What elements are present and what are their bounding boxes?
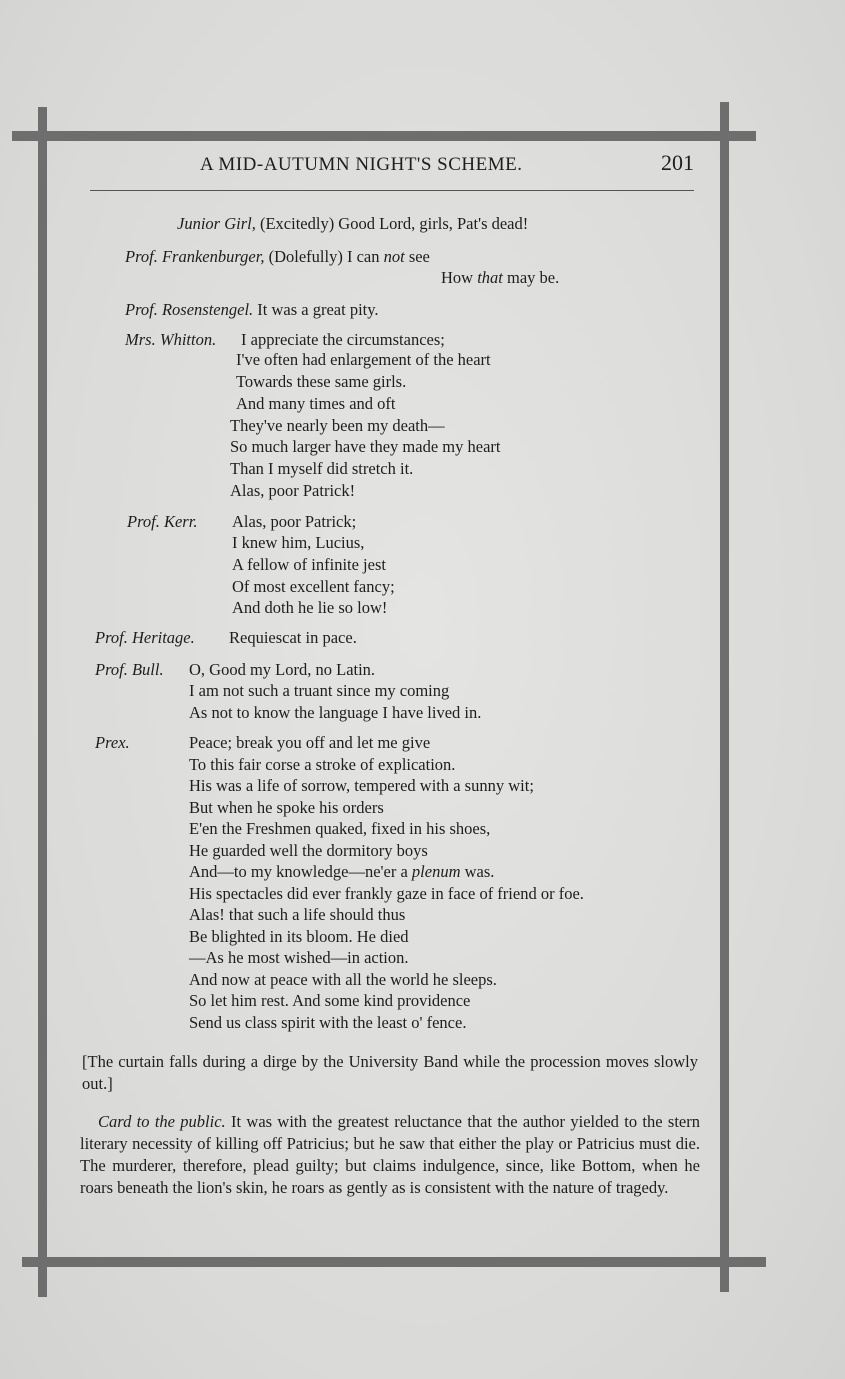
speech-line: Be blighted in its bloom. He died bbox=[189, 927, 409, 946]
speech-line: I knew him, Lucius, bbox=[232, 533, 365, 552]
speech-line: O, Good my Lord, no Latin. bbox=[189, 660, 376, 679]
running-title: A MID-AUTUMN NIGHT'S SCHEME. bbox=[200, 154, 523, 175]
speech-line: They've nearly been my death— bbox=[230, 416, 445, 435]
speaker-name: Mrs. Whitton. bbox=[125, 330, 217, 349]
speech-line: Alas, poor Patrick; bbox=[232, 512, 357, 531]
speech-line: I appreciate the circumstances; bbox=[241, 330, 445, 349]
speech-line: Requiescat in pace. bbox=[229, 628, 357, 647]
speech-rosenstengel bbox=[125, 299, 379, 321]
card-to-public bbox=[80, 1111, 700, 1199]
speech-line: And—to my knowledge—ne'er a plenum was. bbox=[189, 862, 495, 881]
running-header bbox=[90, 150, 694, 191]
speaker-name: Prof. Heritage. bbox=[95, 628, 195, 647]
speaker-name: Prof. Kerr. bbox=[127, 512, 198, 531]
speech-line: And now at peace with all the world he sleeps. bbox=[189, 970, 497, 989]
speech-line: I am not such a truant since my coming bbox=[189, 681, 450, 700]
speech-line: So let him rest. And some kind providence bbox=[189, 991, 471, 1010]
speech-line: As not to know the language I have lived in. bbox=[189, 703, 482, 722]
bottom-border-rule bbox=[22, 1257, 766, 1267]
speech-line: It was a great pity. bbox=[257, 300, 379, 319]
speech-line: So much larger have they made my heart bbox=[230, 437, 501, 456]
speaker-name: Prex. bbox=[95, 733, 130, 752]
card-text: It was with the greatest reluctance that the author yielded to the stern literary necessity of killing off Patricius; but he saw that either the play or Patricius must die. The murderer, therefore, plead guilty; but claims indulgence, since, like Bottom, when he roars beneath the lion's skin, he roars as gently as is consistent with the nature of tragedy. bbox=[80, 1112, 700, 1197]
speaker-name: Junior Girl, bbox=[177, 214, 256, 233]
left-border-rule bbox=[38, 107, 47, 1297]
speech-line: E'en the Freshmen quaked, fixed in his shoes, bbox=[189, 819, 491, 838]
speech-line: How that may be. bbox=[441, 268, 560, 287]
speech-line: —As he most wished—in action. bbox=[189, 948, 409, 967]
speech-line: Of most excellent fancy; bbox=[232, 577, 395, 596]
speaker-name: Prof. Rosenstengel. bbox=[125, 300, 254, 319]
stage-direction: [The curtain falls during a dirge by the University Band while the procession moves slowly out.] bbox=[82, 1052, 698, 1093]
speech-line: Alas! that such a life should thus bbox=[189, 905, 406, 924]
speech-line: And many times and oft bbox=[236, 394, 396, 413]
speech-line: Than I myself did stretch it. bbox=[230, 459, 414, 478]
speech-junior-girl bbox=[177, 213, 528, 235]
card-label: Card to the public. bbox=[98, 1112, 226, 1131]
page-number: 201 bbox=[661, 150, 694, 175]
speech-line: Towards these same girls. bbox=[236, 372, 407, 391]
speaker-name: Prof. Frankenburger, bbox=[125, 247, 265, 266]
speech-line: A fellow of infinite jest bbox=[232, 555, 386, 574]
speech-line: His spectacles did ever frankly gaze in face of friend or foe. bbox=[189, 884, 584, 903]
speech-frankenburger bbox=[125, 246, 430, 268]
speech-line: Send us class spirit with the least o' fence. bbox=[189, 1013, 467, 1032]
top-border-rule bbox=[12, 131, 756, 141]
speech-line: I've often had enlargement of the heart bbox=[236, 350, 491, 369]
right-border-rule bbox=[720, 102, 729, 1292]
speech-line: He guarded well the dormitory boys bbox=[189, 841, 428, 860]
speech-line: (Dolefully) I can not see bbox=[268, 247, 430, 266]
speech-line: But when he spoke his orders bbox=[189, 798, 384, 817]
speech-line: To this fair corse a stroke of explication. bbox=[189, 755, 456, 774]
speech-line: Alas, poor Patrick! bbox=[230, 481, 356, 500]
speech-line: His was a life of sorrow, tempered with a sunny wit; bbox=[189, 776, 534, 795]
speech-line: And doth he lie so low! bbox=[232, 598, 388, 617]
speech-line: (Excitedly) Good Lord, girls, Pat's dead! bbox=[259, 214, 529, 233]
speech-line: Peace; break you off and let me give bbox=[189, 733, 431, 752]
speaker-name: Prof. Bull. bbox=[95, 660, 164, 679]
